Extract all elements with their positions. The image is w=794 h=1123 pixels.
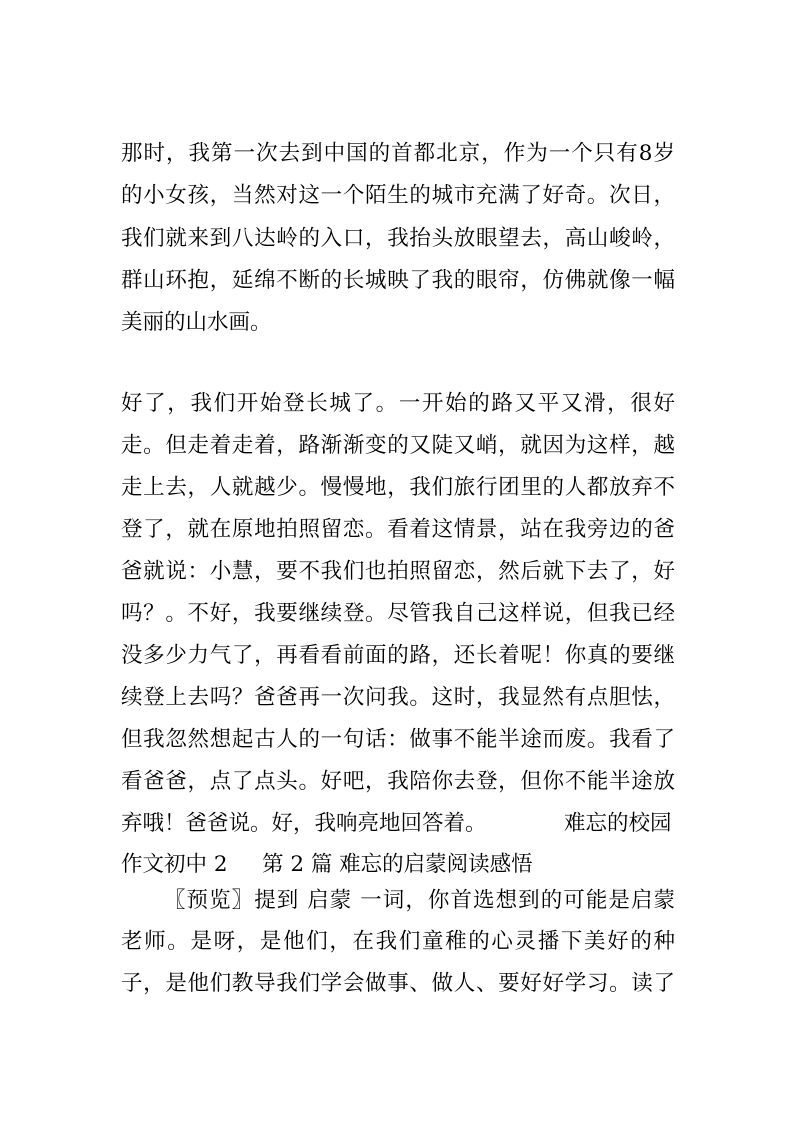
text-line: 群山环抱，延绵不断的长城映了我的眼帘，仿佛就像一幅 <box>121 268 675 293</box>
text-segment: 难忘的校园 <box>564 811 672 836</box>
text-line: 那时，我第一次去到中国的首都北京，作为一个只有8岁 <box>121 141 675 166</box>
text-line: 爸就说：小慧，要不我们也拍照留恋，然后就下去了，好 <box>121 559 675 584</box>
text-line: 老师。是呀，是他们，在我们童稚的心灵播下美好的种 <box>121 929 675 954</box>
text-line: 走上去，人就越少。慢慢地，我们旅行团里的人都放弃不 <box>121 475 675 500</box>
text-line: 走。但走着走着，路渐渐变的又陡又峭，就因为这样，越 <box>121 433 675 458</box>
article-title: 第 2 篇 难忘的启蒙阅读感悟 <box>262 852 533 877</box>
text-segment: 弃哦！爸爸说。好，我响亮地回答着。 <box>121 811 487 836</box>
text-line: 好了，我们开始登长城了。一开始的路又平又滑，很好 <box>121 391 675 416</box>
text-line: 美丽的山水画。 <box>121 310 272 335</box>
text-line: 但我忽然想起古人的一句话：做事不能半途而废。我看了 <box>121 727 675 752</box>
text-line: 续登上去吗？爸爸再一次问我。这时，我显然有点胆怯， <box>121 685 675 710</box>
heading-prefix: 作文初中 2 <box>121 852 228 877</box>
text-line: 没多少力气了，再看看前面的路，还长着呢！你真的要继 <box>121 643 675 668</box>
text-line <box>121 805 675 843</box>
text-line: 的小女孩，当然对这一个陌生的城市充满了好奇。次日， <box>121 183 675 208</box>
text-line: 〖预览〗提到 启蒙 一词，你首选想到的可能是启蒙 <box>164 888 675 913</box>
text-line: 吗？。不好，我要继续登。尽管我自己这样说，但我已经 <box>121 601 675 626</box>
text-line: 我们就来到八达岭的入口，我抬头放眼望去，高山峻岭， <box>121 226 675 251</box>
text-line: 子，是他们教导我们学会做事、做人、要好好学习。读了 <box>121 971 675 996</box>
text-line: 看爸爸，点了点头。好吧，我陪你去登，但你不能半途放 <box>121 769 675 794</box>
article-heading-line <box>121 846 675 884</box>
text-line: 登了，就在原地拍照留恋。看着这情景，站在我旁边的爸 <box>121 517 675 542</box>
